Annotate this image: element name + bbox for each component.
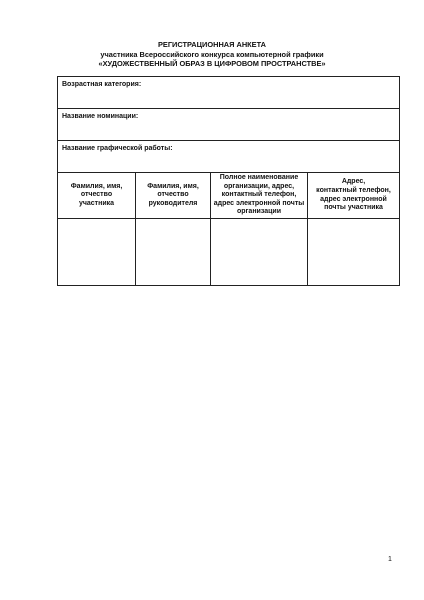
registration-table: [57, 76, 400, 286]
age-category-label: Возрастная категория:: [62, 81, 142, 88]
column-header-line: адрес электронной почты: [213, 199, 305, 207]
column-header-line: Фамилия, имя,: [147, 182, 199, 190]
participant-contacts-cell[interactable]: [308, 219, 400, 286]
nomination-field[interactable]: [58, 109, 400, 141]
column-header-participant-name: [58, 173, 136, 219]
column-header-line: контактный телефон,: [316, 186, 391, 194]
age-category-row: [58, 77, 400, 109]
column-header-line: руководителя: [148, 199, 198, 207]
artwork-title-field[interactable]: [58, 141, 400, 173]
table-row: [58, 219, 400, 286]
column-header-line: Полное наименование: [219, 174, 299, 182]
artwork-title-label: Название графической работы:: [62, 145, 173, 152]
column-header-organization: [211, 173, 308, 219]
column-header-line: адрес электронной: [320, 195, 387, 203]
form-title: РЕГИСТРАЦИОННАЯ АНКЕТА: [158, 40, 266, 49]
form-subtitle: участника Всероссийского конкурса компьютерной графики: [100, 49, 324, 59]
column-header-line: отчество: [80, 191, 113, 199]
column-header-participant-contacts: [308, 173, 400, 219]
contest-name: «ХУДОЖЕСТВЕННЫЙ ОБРАЗ В ЦИФРОВОМ ПРОСТРАНСТВЕ»: [98, 59, 326, 69]
column-header-line: участника: [78, 199, 115, 207]
table-header-row: [58, 173, 400, 219]
artwork-title-row: [58, 141, 400, 173]
page-number: 1: [388, 556, 392, 563]
column-header-line: почты участника: [324, 204, 383, 212]
age-category-field[interactable]: [58, 77, 400, 109]
organization-cell[interactable]: [211, 219, 308, 286]
nomination-row: [58, 109, 400, 141]
column-header-line: отчество: [157, 191, 189, 199]
nomination-label: Название номинации:: [62, 113, 139, 120]
column-header-line: организации: [236, 208, 282, 216]
column-header-line: организации, адрес,: [223, 182, 295, 190]
column-header-line: Адрес,: [341, 178, 366, 186]
column-header-supervisor-name: [136, 173, 211, 219]
column-header-line: контактный телефон,: [221, 191, 297, 199]
supervisor-name-cell[interactable]: [136, 219, 211, 286]
form-header: [0, 40, 424, 69]
participant-name-cell[interactable]: [58, 219, 136, 286]
column-header-line: Фамилия, имя,: [70, 182, 123, 190]
